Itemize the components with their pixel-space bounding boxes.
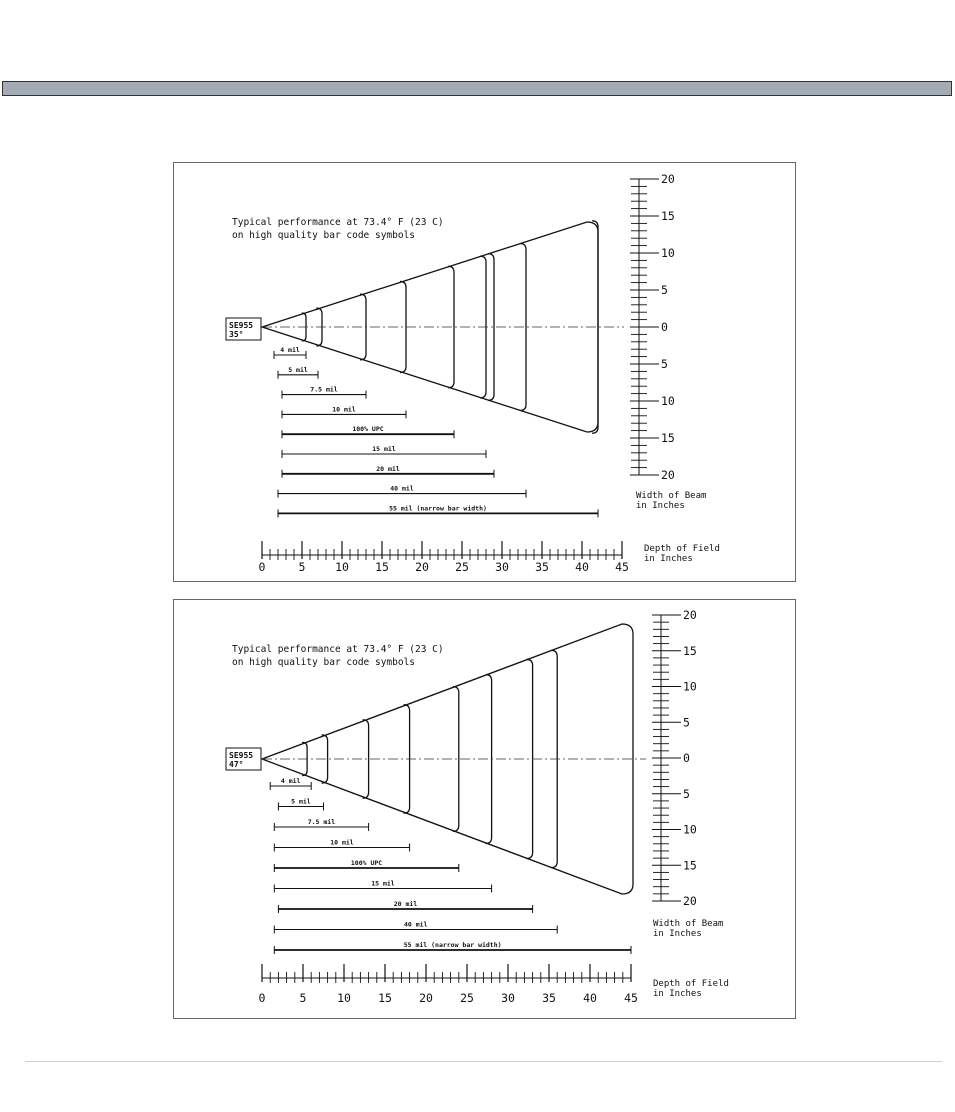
width-tick-label: 10: [683, 679, 697, 694]
range-bar-label: 100% UPC: [350, 859, 383, 867]
decode-zone-diagram-35: [173, 162, 796, 582]
range-bar-label: 55 mil (narrow bar width): [389, 504, 487, 513]
width-tick-label: 10: [661, 394, 675, 408]
width-label-2: in Inches: [636, 501, 685, 511]
width-tick-label: 5: [661, 357, 668, 371]
range-bar-label: 20 mil: [393, 900, 418, 908]
width-label-2: in Inches: [653, 929, 702, 939]
range-bar-label: 40 mil: [404, 920, 428, 929]
depth-tick-label: 30: [495, 560, 509, 574]
depth-tick-label: 10: [335, 560, 349, 574]
depth-tick-label: 0: [258, 560, 266, 574]
note-line-1: Typical performance at 73.4° F (23 C): [232, 217, 444, 228]
width-tick-label: 20: [661, 172, 675, 186]
depth-tick-label: 20: [415, 560, 429, 574]
depth-tick-label: 10: [337, 991, 351, 1005]
depth-label-1: Depth of Field: [653, 979, 729, 989]
width-tick-label: 20: [661, 468, 675, 482]
decode-zone-svg: [174, 600, 795, 1018]
scanner-model: SE955: [229, 321, 254, 330]
range-bar-label: 4 mil: [280, 346, 300, 354]
width-tick-label: 20: [683, 608, 697, 622]
range-bar-label: 7.5 mil: [307, 818, 336, 826]
depth-label-2: in Inches: [644, 554, 693, 564]
width-tick-label: 15: [661, 209, 675, 223]
depth-tick-label: 40: [583, 991, 597, 1005]
decode-zone-svg: [174, 163, 795, 581]
width-label-1: Width of Beam: [636, 491, 707, 501]
footer-divider: [25, 1061, 942, 1062]
width-tick-label: 20: [683, 894, 697, 908]
depth-tick-label: 45: [615, 560, 629, 574]
note-line-2: on high quality bar code symbols: [232, 230, 416, 241]
depth-tick-label: 15: [378, 991, 392, 1005]
width-tick-label: 10: [661, 246, 675, 260]
depth-tick-label: 0: [258, 991, 266, 1005]
header-bar: [2, 81, 952, 96]
width-tick-label: 0: [661, 320, 668, 334]
width-tick-label: 15: [683, 858, 697, 873]
depth-tick-label: 35: [542, 991, 556, 1005]
range-bar-label: 5 mil: [288, 365, 308, 374]
range-bar-label: 10 mil: [332, 405, 356, 414]
depth-tick-label: 25: [460, 991, 474, 1005]
depth-tick-label: 25: [455, 560, 469, 574]
range-bar-label: 15 mil: [372, 445, 396, 453]
depth-tick-label: 40: [575, 560, 589, 574]
depth-tick-label: 30: [501, 991, 515, 1005]
depth-tick-label: 35: [535, 560, 549, 574]
range-bar-label: 15 mil: [371, 879, 395, 888]
depth-tick-label: 15: [375, 560, 389, 574]
scanner-angle: 47°: [229, 760, 244, 769]
width-tick-label: 15: [661, 431, 675, 445]
depth-label-2: in Inches: [653, 989, 702, 999]
width-tick-label: 5: [683, 715, 690, 730]
scanner-model: SE955: [229, 751, 254, 760]
depth-tick-label: 5: [299, 991, 307, 1005]
range-bar-label: 4 mil: [280, 777, 301, 785]
width-label-1: Width of Beam: [653, 919, 724, 929]
depth-tick-label: 45: [624, 991, 638, 1005]
range-bar-label: 40 mil: [390, 484, 414, 493]
width-tick-label: 10: [683, 822, 697, 837]
depth-label-1: Depth of Field: [644, 544, 720, 554]
width-tick-label: 5: [683, 786, 690, 801]
width-tick-label: 15: [683, 643, 697, 658]
range-bar-label: 7.5 mil: [310, 385, 338, 394]
range-bar-label: 100% UPC: [352, 425, 384, 434]
range-bar-label: 20 mil: [376, 464, 400, 473]
width-tick-label: 0: [683, 751, 690, 765]
depth-tick-label: 20: [419, 991, 433, 1005]
note-line-2: on high quality bar code symbols: [232, 657, 416, 668]
range-bar-label: 55 mil (narrow bar width): [403, 941, 502, 949]
width-tick-label: 5: [661, 283, 668, 297]
scanner-angle: 35°: [229, 330, 244, 339]
range-bar-label: 5 mil: [291, 797, 311, 806]
decode-zone-diagram-47: [173, 599, 796, 1019]
note-line-1: Typical performance at 73.4° F (23 C): [232, 644, 444, 655]
depth-tick-label: 5: [298, 560, 306, 574]
range-bar-label: 10 mil: [330, 838, 354, 847]
